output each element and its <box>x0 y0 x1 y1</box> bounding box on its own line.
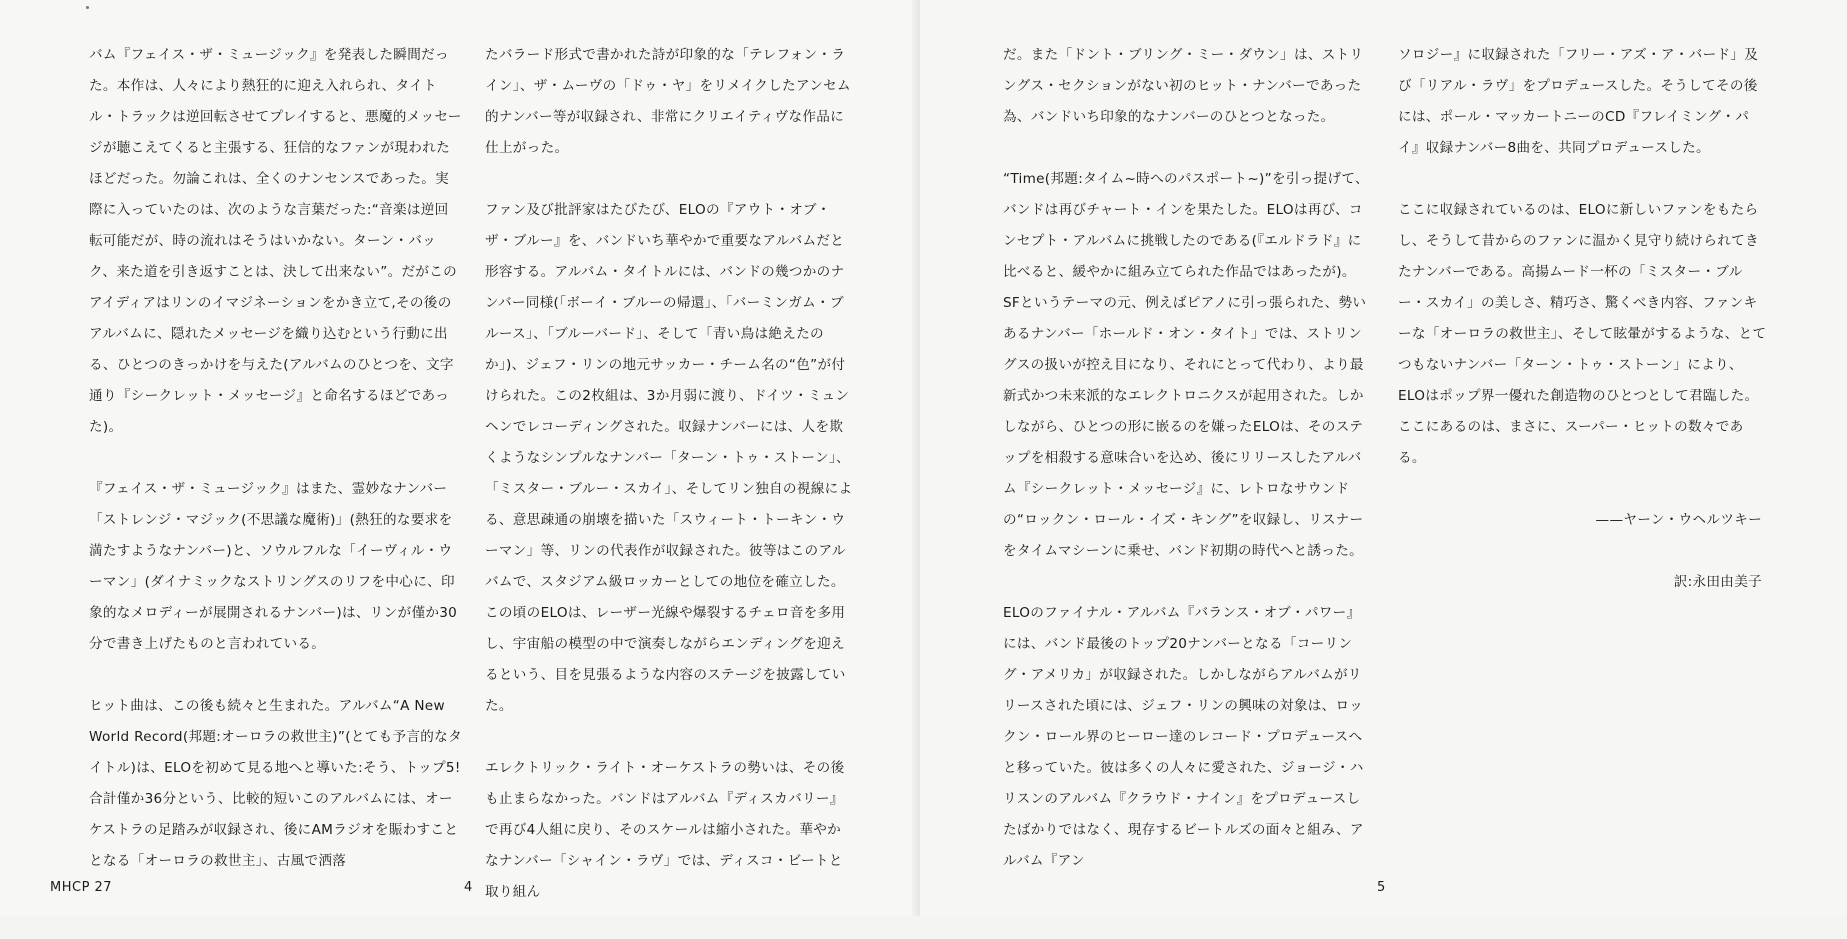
page-number-right: 5 <box>1377 880 1386 895</box>
paragraph: ここに収録されているのは、ELOに新しいファンをもたらし、そうして昔からのファンに温かく見守り続けられてきたナンバーである。高揚ムード一杯の「ミスター・ブルー・スカイ」の美しさ、精巧さ、驚くべき内容、ファンキーな「オーロラの救世主」、そして眩暈がするような、とてつもないナンバー「ターン・トゥ・ストーン」により、ELOはポップ界一優れた創造物のひとつとして君臨した。ここにあるのは、まさに、スーパー・ヒットの数々である。 <box>1398 202 1767 466</box>
paragraph: ソロジー』に収録された「フリー・アズ・ア・バード」及び「リアル・ラヴ」をプロデュースした。そうしてその後には、ポール・マッカートニーのCD『フレイミング・パイ』収録ナンバー8曲を、共同プロデュースした。 <box>1398 47 1759 156</box>
left-page <box>0 0 920 916</box>
paragraph: ELOのファイナル・アルバム『バランス・オブ・パワー』には、バンド最後のトップ20ナンバーとなる「コーリング・アメリカ」が収録された。しかしながらアルバムがリリースされた頃には、ジェフ・リンの興味の対象は、ロックン・ロール界のヒーロー達のレコード・プロデュースへと移っていた。彼は多くの人々に愛された、ジョージ・ハリスンのアルバム『クラウド・ナイン』をプロデュースしたばかりではなく、現存するビートルズの面々と組み、アルバム『アン <box>1003 605 1364 869</box>
paragraph: だ。また「ドント・ブリング・ミー・ダウン」は、ストリングス・セクションがない初のヒット・ナンバーであった為、バンドいち印象的なナンバーのひとつとなった。 <box>1003 47 1364 125</box>
author-credit: ——ヤーン・ウヘルツキー <box>1595 512 1762 528</box>
right-column-1 <box>1003 40 1371 908</box>
right-column-2 <box>1398 40 1768 629</box>
paragraph: たバラード形式で書かれた詩が印象的な「テレフォン・ライン」、ザ・ムーヴの「ドゥ・ヤ」をリメイクしたアンセム的ナンバー等が収録され、非常にクリエイティヴな作品に仕上がった。 <box>485 47 851 156</box>
translator-credit: 訳:永田由美子 <box>1673 574 1762 590</box>
paragraph: バム『フェイス・ザ・ミュージック』を発表した瞬間だった。本作は、人々により熱狂的に迎え入れられ、タイトル・トラックは逆回転させてプレイすると、悪魔的メッセージが聴こえてくると主張する、狂信的なファンが現われたほどだった。勿論これは、全くのナンセンスであった。実際に入っていたのは、次のような言葉だった:“音楽は逆回転可能だが、時の流れはそうはいかない。ターン・バック、来た道を引き返すことは、決して出来ない”。だがこのアイディアはリンのイマジネーションをかき立て,その後のアルバムに、隠れたメッセージを織り込むという行動に出る、ひとつのきっかけを与えた(アルバムのひとつを、文字通り『シークレット・メッセージ』と命名するほどであった)。 <box>89 47 462 435</box>
print-speck <box>86 6 89 9</box>
left-column-1 <box>89 40 462 908</box>
catalog-code: MHCP 27 <box>50 880 113 895</box>
left-column-2 <box>485 40 853 939</box>
page-number-left: 4 <box>464 880 473 895</box>
paragraph: ファン及び批評家はたびたび、ELOの『アウト・オブ・ザ・ブルー』を、バンドいち華やかで重要なアルバムだと形容する。アルバム・タイトルには、バンドの幾つかのナンバー同様(「ボーイ・ブルーの帰還」、「バーミンガム・ブルース」、「ブルーバード」、そして「青い鳥は絶えたのか」)、ジェフ・リンの地元サッカー・チーム名の“色”が付けられた。この2枚組は、3か月弱に渡り、ドイツ・ミュンヘンでレコーディングされた。収録ナンバーには、人を欺くようなシンプルなナンバー「ターン・トゥ・ストーン」、「ミスター・ブルー・スカイ」、そしてリン独自の視線による、意思疎通の崩壊を描いた「スウィート・トーキン・ウーマン」等、リンの代表作が収録された。彼等はこのアルバムで、スタジアム級ロッカーとしての地位を確立した。この頃のELOは、レーザー光線や爆裂するチェロ音を多用し、宇宙船の模型の中で演奏しながらエンディングを迎えるという、目を見張るような内容のステージを披露していた。 <box>485 202 853 714</box>
paragraph: 『フェイス・ザ・ミュージック』はまた、霊妙なナンバー「ストレンジ・マジック(不思議な魔術)」(熱狂的な要求を満たすようなナンバー)と、ソウルフルな「イーヴィル・ウーマン」(ダイナミックなストリングスのリフを中心に、印象的なメロディーが展開されるナンバー)は、リンが僅か30分で書き上げたものと言われている。 <box>89 481 458 652</box>
paragraph: ヒット曲は、この後も続々と生まれた。アルバム“A New World Record(邦題:オーロラの救世主)”(とても予言的なタイトル)は、ELOを初めて見る地へと導いた:そう、トップ5! 合計僅か36分という、比較的短いこのアルバムには、オーケストラの足踏みが収録され、後にAMラジオを賑わすこととなる「オーロラの救世主」、古風で洒落 <box>89 698 462 869</box>
paragraph: “Time(邦題:タイム~時へのパスポート~)”を引っ提げて、バンドは再びチャート・インを果たした。ELOは再び、コンセプト・アルバムに挑戦したのである(『エルドラド』に比べると、緩やかに組み立てられた作品ではあったが)。SFというテーマの元、例えばピアノに引っ張られた、勢いあるナンバー「ホールド・オン・タイト」では、ストリングスの扱いが控え目になり、それにとって代わり、より最新式かつ未来派的なエレクトロニクスが起用された。しかしながら、ひとつの形に嵌るのを嫌ったELOは、そのステップを相殺する意味合いを込め、後にリリースしたアルバム『シークレット・メッセージ』に、レトロなサウンドの“ロックン・ロール・イズ・キング”を収録し、リスナーをタイムマシーンに乗せ、バンド初期の時代へと誘った。 <box>1003 171 1369 559</box>
paragraph: エレクトリック・ライト・オーケストラの勢いは、その後も止まらなかった。バンドはアルバム『ディスカバリー』で再び4人組に戻り、そのスケールは縮小された。華やかなナンバー「シャイン・ラヴ」では、ディスコ・ビートと取り組ん <box>485 760 845 900</box>
